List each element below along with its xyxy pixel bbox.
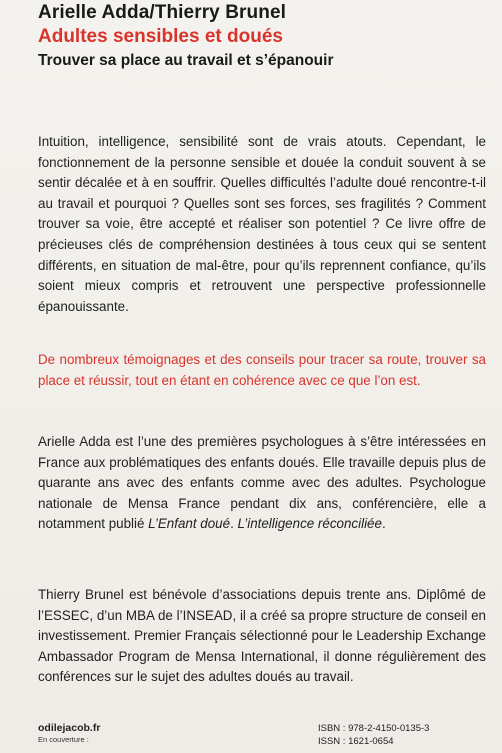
- bio-adda-text: Arielle Adda est l’une des premières psychologues à s’être intéressées en France aux problématiques des enfants doués. Elle travaille depuis plus de quarante ans avec des enfants comme avec des adultes. Psychologue nationale de Mensa France pendant dix ans, conférencière, elle a notamment publié: [38, 434, 486, 532]
- highlight-paragraph: De nombreux témoignages et des conseils pour tracer sa route, trouver sa place et réussir, tout en étant en cohérence avec ce que l’on est.: [38, 352, 486, 388]
- authors: Arielle Adda/Thierry Brunel: [38, 2, 287, 23]
- book-subtitle: Trouver sa place au travail et s’épanouir: [38, 52, 334, 69]
- footer-identifiers: [318, 722, 429, 748]
- bio-adda-end: .: [381, 516, 386, 532]
- cover-credit-label: En couverture :: [38, 735, 89, 744]
- issn: ISSN : 1621-0654: [318, 736, 394, 747]
- book-title-enfant-doue: L’Enfant doué: [148, 516, 231, 532]
- intro-paragraph: Intuition, intelligence, sensibilité sont de vrais atouts. Cependant, le fonctionnement de la personne sensible et douée la conduit souvent à se sentir décalée et à en souffrir. Quelles difficultés l’adulte doué rencontre-t-il au travail et pourquoi ? Quelles sont ses forces, ses fragilités ? Comment trouver sa voie, être accepté et réaliser son potentiel ? Ce livre offre de précieuses clés de compréhension destinées à tous ceux qui se sentent différents, en situation de mal-être, pour qu’ils reprennent confiance, qu’ils soient mieux compris et retrouvent une perspective professionnelle épanouissante.: [38, 134, 486, 314]
- isbn: ISBN : 978-2-4150-0135-3: [318, 723, 430, 734]
- footer-publisher: [38, 722, 100, 745]
- bio-adda-separator: .: [230, 516, 238, 532]
- publisher-website: odilejacob.fr: [38, 722, 101, 734]
- book-title: Adultes sensibles et doués: [38, 26, 283, 47]
- bio-brunel-paragraph: Thierry Brunel est bénévole d’associations depuis trente ans. Diplômé de l’ESSEC, d’un MBA de l’INSEAD, il a créé sa propre structure de conseil en investissement. Premier Français sélectionné pour le Leadership Exchange Ambassador Program de Mensa International, il donne régulièrement des conférences sur le sujet des adultes doués au travail.: [38, 587, 486, 685]
- bio-adda-paragraph: [38, 432, 486, 535]
- book-title-intelligence-reconciliee: L’intelligence réconciliée: [237, 516, 382, 532]
